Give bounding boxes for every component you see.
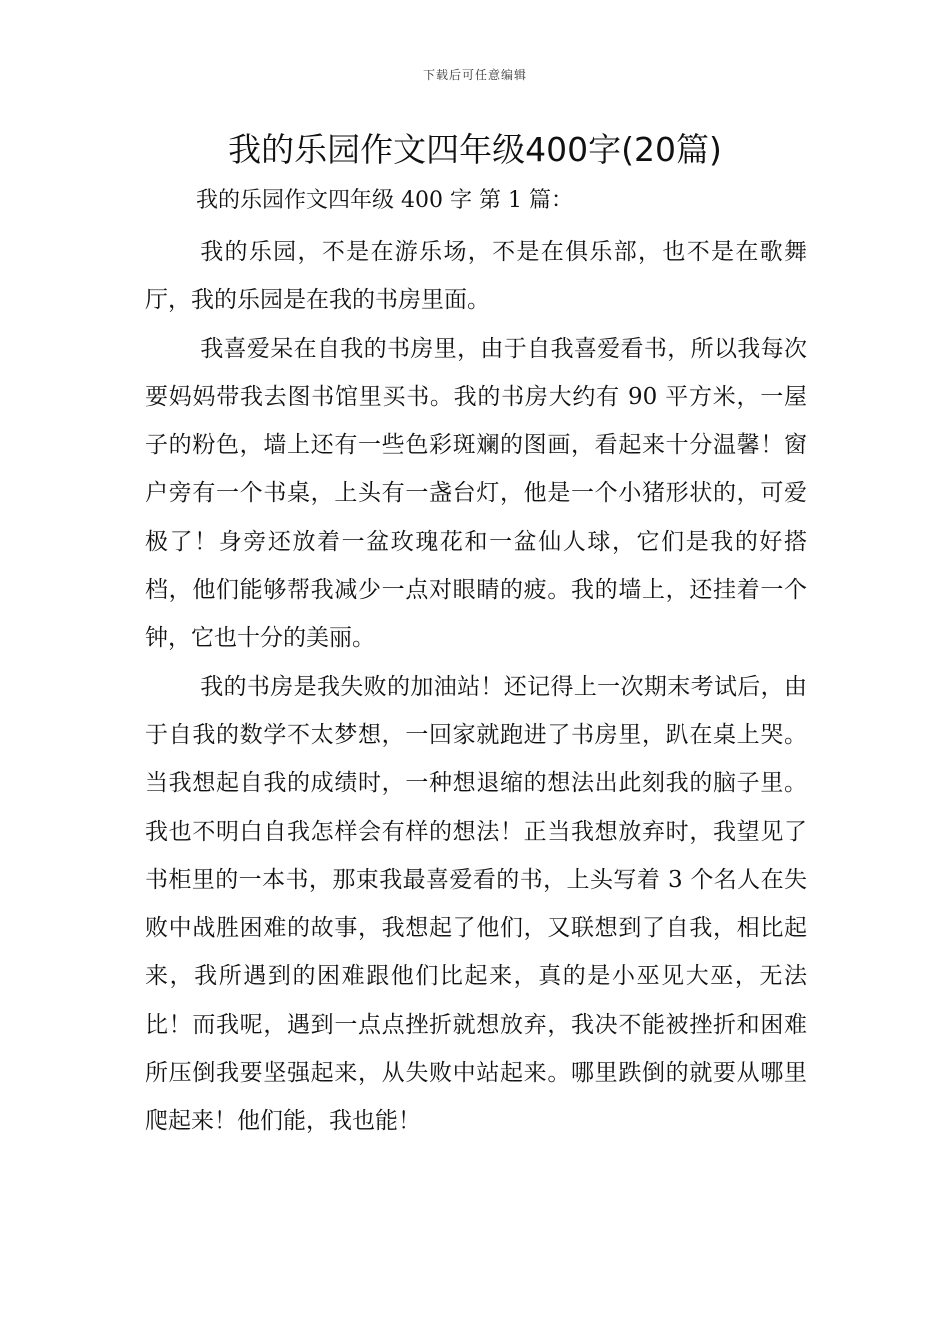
essay-body — [145, 228, 807, 1146]
paragraph: 我喜爱呆在自我的书房里，由于自我喜爱看书，所以我每次要妈妈带我去图书馆里买书。我的书房大约有 90 平方米，一屋子的粉色，墙上还有一些色彩斑斓的图画，看起来十分温馨！窗户旁有一个书桌，上头有一盏台灯，他是一个小猪形状的，可爱极了！身旁还放着一盆玫瑰花和一盆仙人球，它们是我的好搭档，他们能够帮我减少一点对眼睛的疲。我的墙上，还挂着一个钟，它也十分的美丽。 — [145, 335, 807, 652]
section-subheading: 我的乐园作文四年级 400 字 第 1 篇： — [196, 188, 573, 213]
document-title: 我的乐园作文四年级400字(20篇) — [228, 130, 722, 169]
header-note: 下载后可任意编辑 — [422, 68, 527, 82]
paragraph: 我的书房是我失败的加油站！还记得上一次期末考试后，由于自我的数学不太梦想，一回家就跑进了书房里，趴在桌上哭。当我想起自我的成绩时，一种想退缩的想法出此刻我的脑子里。我也不明白自我怎样会有样的想法！正当我想放弃时，我望见了书柜里的一本书，那束我最喜爱看的书，上头写着 3 个名人在失败中战胜困难的故事，我想起了他们，又联想到了自我，相比起来，我所遇到的困难跟他们比起来，真的是小巫见大巫，无法比！而我呢，遇到一点点挫折就想放弃，我决不能被挫折和困难所压倒我要坚强起来，从失败中站起来。哪里跌倒的就要从哪里爬起来！他们能，我也能！ — [145, 673, 807, 1135]
paragraph: 我的乐园，不是在游乐场，不是在俱乐部，也不是在歌舞厅，我的乐园是在我的书房里面。 — [145, 239, 807, 314]
